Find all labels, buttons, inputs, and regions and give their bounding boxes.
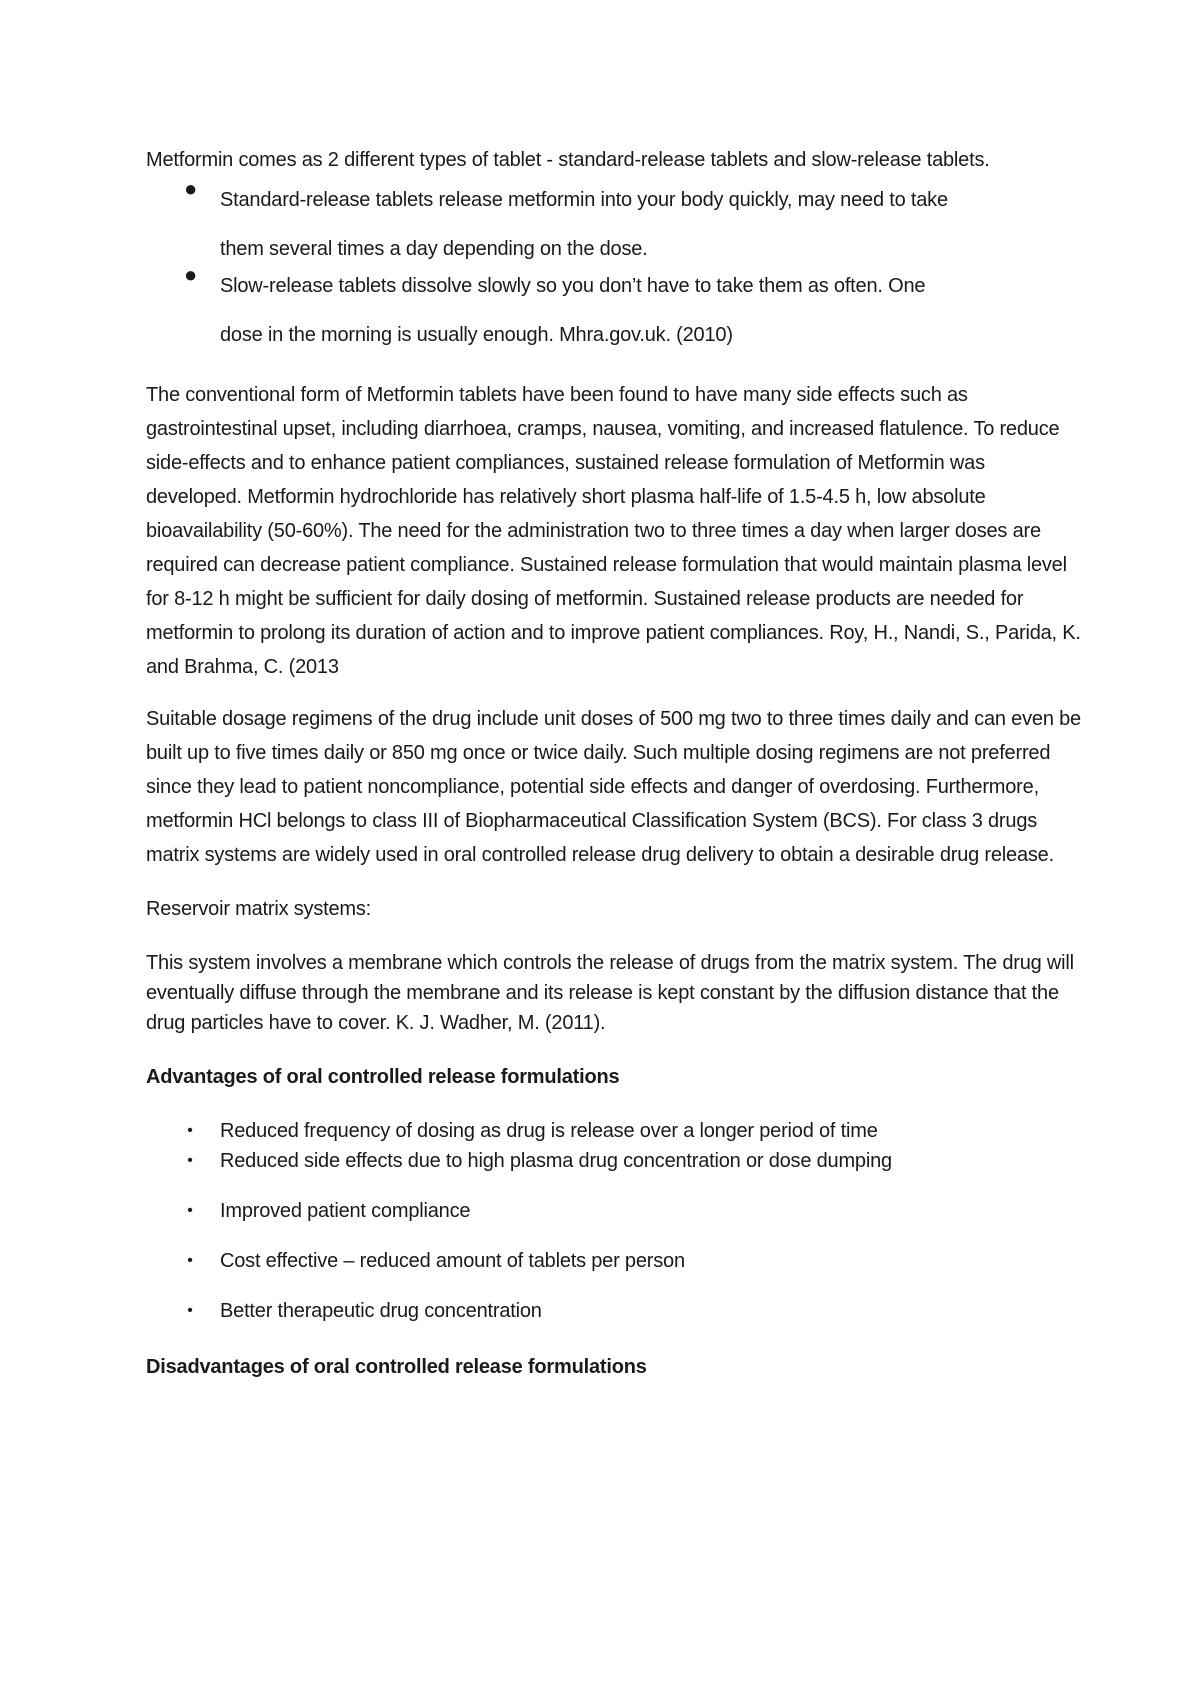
conventional-paragraph: The conventional form of Metformin tablets have been found to have many side effects such as gastrointestinal upset, including diarrhoea, cramps, nausea, vomiting, and increased flatulence. To reduce side-effects and to enhance patient compliances, sustained release formulation of Metformin was developed. Metformin hydrochloride has relatively short plasma half-life of 1.5-4.5 h, low absolute bioavailability (50-60%). The need for the administration two to three times a day when larger doses are required can decrease patient compliance. Sustained release formulation that would maintain plasma level for 8-12 h might be sufficient for daily dosing of metformin. Sustained release products are needed for metformin to prolong its duration of action and to improve patient compliances. Roy, H., Nandi, S., Parida, K. and Brahma, C. (2013 — [146, 384, 1081, 678]
list-item-text: Improved patient compliance — [220, 1200, 471, 1222]
advantages-heading: Advantages of oral controlled release formulations — [146, 1066, 620, 1088]
dosage-paragraph: Suitable dosage regimens of the drug include unit doses of 500 mg two to three times daily and can even be built up to five times daily or 850 mg once or twice daily. Such multiple dosing regimens are not preferred since they lead to patient noncompliance, potential side effects and danger of overdosing. Furthermore, metformin HCl belongs to class III of Biopharmaceutical Classification System (BCS). For class 3 drugs matrix systems are widely used in oral controlled release drug delivery to obtain a desirable drug release. — [146, 708, 1081, 866]
bullet-icon: ● — [184, 262, 198, 287]
list-item-text: Reduced frequency of dosing as drug is release over a longer period of time — [220, 1120, 878, 1142]
list-item — [146, 176, 1081, 274]
list-item-line: dose in the morning is usually enough. Mhra.gov.uk. (2010) — [220, 324, 733, 346]
list-item — [146, 1116, 1081, 1146]
bullet-icon: ● — [184, 176, 198, 201]
advantages-list — [146, 1116, 1081, 1326]
list-item — [146, 1146, 1081, 1176]
list-item-line: Standard-release tablets release metformin into your body quickly, may need to take — [220, 189, 948, 211]
bullet-icon: • — [187, 1302, 193, 1319]
list-item — [146, 1296, 1081, 1326]
list-item-line: Slow-release tablets dissolve slowly so you don’t have to take them as often. One — [220, 275, 926, 297]
disadvantages-heading: Disadvantages of oral controlled release formulations — [146, 1356, 647, 1378]
list-item-text: Cost effective – reduced amount of tablets per person — [220, 1250, 685, 1272]
reservoir-paragraph: This system involves a membrane which controls the release of drugs from the matrix system. The drug will eventually diffuse through the membrane and its release is kept constant by the diffusion distance that the drug particles have to cover. K. J. Wadher, M. (2011). — [146, 952, 1074, 1034]
list-item-text: Better therapeutic drug concentration — [220, 1300, 542, 1322]
intro-paragraph: Metformin comes as 2 different types of tablet - standard-release tablets and slow-release tablets. — [146, 149, 990, 171]
list-item — [146, 262, 1081, 360]
list-item-text: Reduced side effects due to high plasma drug concentration or dose dumping — [220, 1150, 892, 1172]
bullet-icon: • — [187, 1122, 193, 1139]
list-item — [146, 1246, 1081, 1276]
bullet-icon: • — [187, 1152, 193, 1169]
list-item-line: them several times a day depending on the dose. — [220, 238, 648, 260]
list-item — [146, 1196, 1081, 1226]
document-page — [146, 145, 1081, 1382]
bullet-icon: • — [187, 1252, 193, 1269]
release-types-list — [146, 176, 1081, 360]
reservoir-heading: Reservoir matrix systems: — [146, 898, 372, 920]
bullet-icon: • — [187, 1202, 193, 1219]
